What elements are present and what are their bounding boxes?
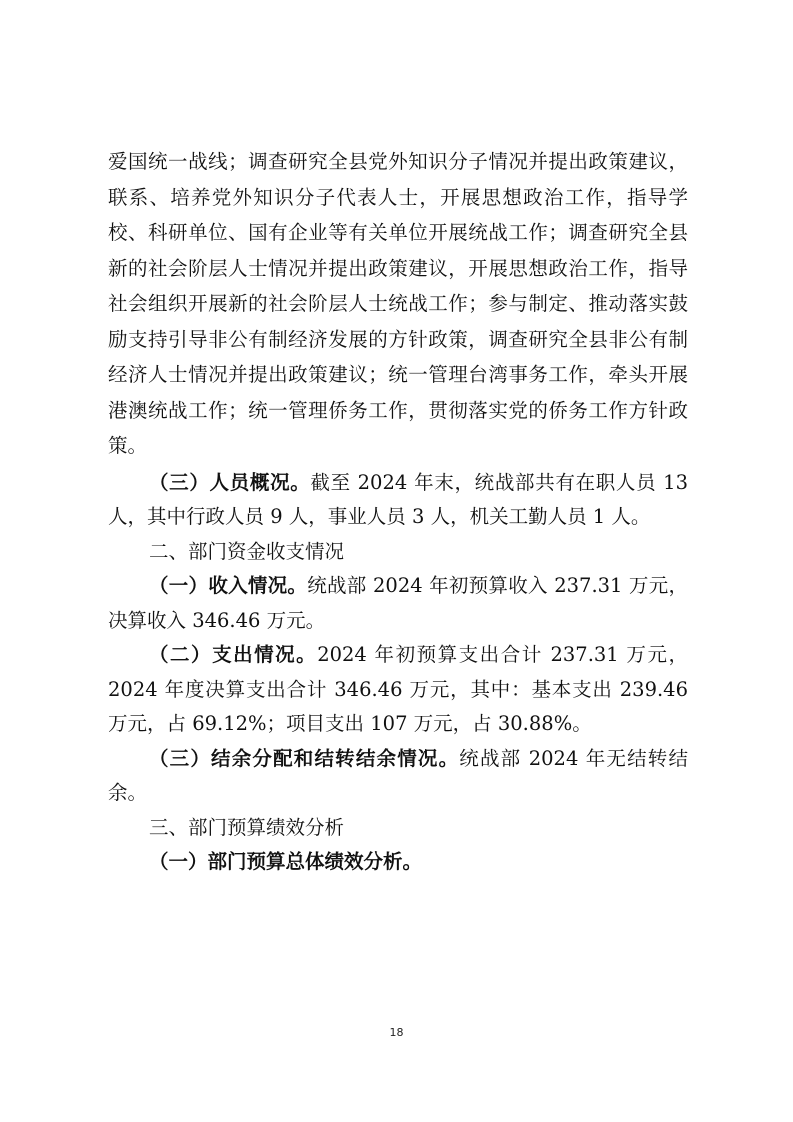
section-heading-performance: 三、部门预算绩效分析 <box>149 815 345 839</box>
heading-overall-performance: （一）部门预算总体绩效分析。 <box>149 850 423 873</box>
paragraph-functions: 爱国统一战线；调查研究全县党外知识分子情况并提出政策建议，联系、培养党外知识分子代表人士，开展思想政治工作，指导学校、科研单位、国有企业等有关单位开展统战工作；调查研究全县新的社会阶层人士情况并提出政策建议，开展思想政治工作，指导社会组织开展新的社会阶层人士统战工作；参与制定、推动落实鼓励支持引导非公有制经济发展的方针政策，调查研究全县非公有制经济人士情况并提出政策建议；统一管理台湾事务工作，牵头开展港澳统战工作；统一管理侨务工作，贯彻落实党的侨务工作方针政策。 <box>108 150 688 457</box>
heading-income: （一）收入情况。 <box>149 574 308 597</box>
paragraph-expenditure <box>108 638 688 742</box>
paragraph-staff-overview <box>108 466 688 535</box>
paragraph-surplus <box>108 742 688 811</box>
paragraph-income <box>108 569 688 638</box>
text-surplus: 统战部 2024 年无结转结余。 <box>108 746 688 804</box>
text-staff-overview: 截至 2024 年末，统战部共有在职人员 13 人，其中行政人员 9 人，事业人员 3 人，机关工勤人员 1 人。 <box>108 470 688 528</box>
heading-expenditure: （二）支出情况。 <box>149 643 318 666</box>
text-expenditure: 2024 年初预算支出合计 237.31 万元，2024 年度决算支出合计 346.46 万元，其中：基本支出 239.46 万元，占 69.12%；项目支出 107 万元，占 30.88%。 <box>108 643 688 735</box>
heading-staff-overview: （三）人员概况。 <box>149 470 311 494</box>
heading-surplus: （三）结余分配和结转结余情况。 <box>149 746 460 770</box>
page-number: 18 <box>389 1026 404 1039</box>
section-heading-funds: 二、部门资金收支情况 <box>149 539 345 563</box>
text-income: 统战部 2024 年初预算收入 237.31 万元，决算收入 346.46 万元。 <box>108 574 688 632</box>
body-text <box>108 144 688 880</box>
